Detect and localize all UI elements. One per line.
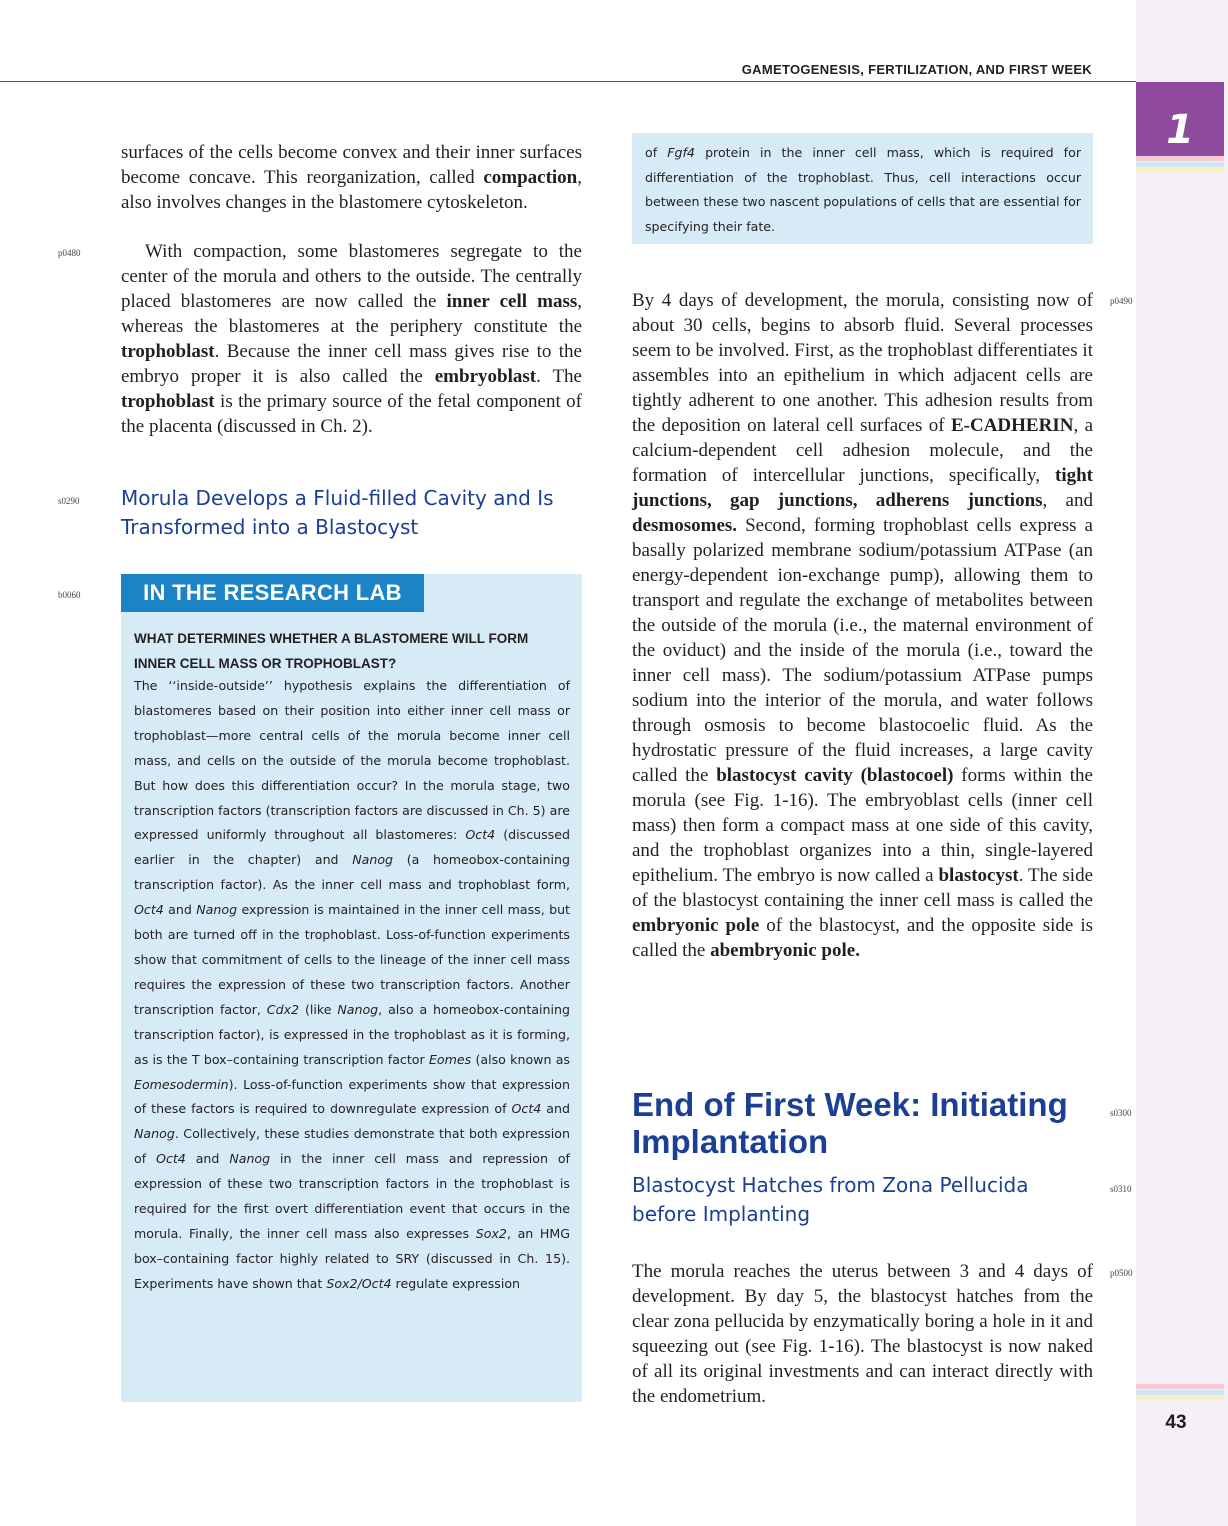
margin-code: s0290 [58, 496, 80, 506]
research-lab-subtitle: WHAT DETERMINES WHETHER A BLASTOMERE WILL FORM INNER CELL MASS OR TROPHOBLAST? [134, 631, 529, 671]
color-stripe [1136, 1384, 1224, 1389]
page-number: 43 [1165, 1412, 1187, 1433]
margin-code: p0490 [1110, 296, 1133, 306]
paragraph-p0490: By 4 days of development, the morula, consisting now of about 30 cells, begins to absorb fluid. Several processes seem to be involved. First, as the trophoblast differentiates it assembles into an epithelium in which adjacent cells are tightly adherent to one another. This adhesion results from the deposition on lateral cell surfaces of E-CADHERIN, a calcium-dependent cell adhesion molecule, and the formation of intercellular junctions, specifically, tight junctions, gap junctions, adherens junctions, and desmosomes. Second, forming trophoblast cells express a basally polarized membrane sodium/potassium ATPase (an energy-dependent ion-exchange pump), allowing them to transport and regulate the exchange of metabolites between the outside of the morula (i.e., the maternal environment of the oviduct) and the inside of the morula (i.e., toward the inner cell mass). The sodium/potassium ATPase pumps sodium into the interior of the morula, and water follows through osmosis to become blastocoelic fluid. As the hydrostatic pressure of the fluid increases, a large cavity called the blastocyst cavity (blastocoel) forms within the morula (see Fig. 1-16). The embryoblast cells (inner cell mass) then form a compact mass at one side of this cavity, and the trophoblast organizes into a thin, single-layered epithelium. The embryo is now called a blastocyst. The side of the blastocyst containing the inner cell mass is called the embryonic pole of the blastocyst, and the opposite side is called the abembryonic pole. [632, 290, 1093, 961]
paragraph-compaction: surfaces of the cells become convex and their inner surfaces become concave. This reorganization, called compaction, also involves changes in the blastomere cytoskeleton. [121, 142, 582, 213]
research-lab-title: IN THE RESEARCH LAB [121, 574, 424, 612]
chapter-tab: 1 [1136, 82, 1224, 156]
margin-strip [1136, 0, 1228, 1526]
running-header: GAMETOGENESIS, FERTILIZATION, AND FIRST WEEK [741, 62, 1092, 77]
section-heading-morula: Morula Develops a Fluid-filled Cavity and Is Transformed into a Blastocyst [121, 486, 554, 539]
header-rule [0, 81, 1136, 82]
margin-code: s0300 [1110, 1108, 1132, 1118]
research-lab-box [121, 574, 582, 1402]
research-lab-box-continued [632, 133, 1093, 244]
research-lab-text-continued: of Fgf4 protein in the inner cell mass, which is required for differentiation of the trophoblast. Thus, cell interactions occur between these two nascent populations of cells that are essential for specifying their fate. [645, 145, 1081, 234]
color-stripe [1136, 167, 1224, 172]
paragraph-p0480: With compaction, some blastomeres segregate to the center of the morula and others to the outside. The centrally placed blastomeres are now called the inner cell mass, whereas the blastomeres at the periphery constitute the trophoblast. Because the inner cell mass gives rise to the embryo proper it is also called the embryoblast. The trophoblast is the primary source of the fetal component of the placenta (discussed in Ch. 2). [121, 241, 582, 437]
subheading-blastocyst-hatches: Blastocyst Hatches from Zona Pellucida before Implanting [632, 1173, 1029, 1226]
color-stripe [1136, 156, 1224, 161]
margin-code: b0060 [58, 590, 81, 600]
main-heading-end-of-first-week: End of First Week: Initiating Implantation [632, 1086, 1068, 1160]
paragraph-p0500: The morula reaches the uterus between 3 and 4 days of development. By day 5, the blastocyst hatches from the clear zona pellucida by enzymatically boring a hole in it and squeezing out (see Fig. 1-16). The blastocyst is now naked of all its original investments and can interact directly with the endometrium. [632, 1261, 1093, 1407]
margin-code: p0480 [58, 248, 81, 258]
margin-code: p0500 [1110, 1268, 1133, 1278]
research-lab-text: The ‘‘inside-outside’’ hypothesis explains the differentiation of blastomeres based on their position into either inner cell mass or trophoblast—more central cells of the morula become inner cell mass, and cells on the outside of the morula become trophoblast. But how does this differentiation occur? In the morula stage, two transcription factors (transcription factors are discussed in Ch. 5) are expressed uniformly throughout all blastomeres: Oct4 (discussed earlier in the chapter) and Nanog (a homeobox-containing transcription factor). As the inner cell mass and trophoblast form, Oct4 and Nanog expression is maintained in the inner cell mass, but both are turned off in the trophoblast. Loss-of-function experiments show that commitment of cells to the lineage of the inner cell mass requires the expression of these two transcription factors. Another transcription factor, Cdx2 (like Nanog, also a homeobox-containing transcription factor), is expressed in the trophoblast as it is forming, as is the T box–containing transcription factor Eomes (also known as Eomesodermin). Loss-of-function experiments show that expression of these factors is required to downregulate expression of Oct4 and Nanog. Collectively, these studies demonstrate that both expression of Oct4 and Nanog in the inner cell mass and repression of expression of these two transcription factors in the trophoblast is required for the first overt differentiation event that occurs in the morula. Finally, the inner cell mass also expresses Sox2, an HMG box–containing factor highly related to SRY (discussed in Ch. 15). Experiments have shown that Sox2/Oct4 regulate expression [134, 678, 570, 1291]
color-stripe [1136, 1395, 1224, 1400]
margin-code: s0310 [1110, 1184, 1132, 1194]
